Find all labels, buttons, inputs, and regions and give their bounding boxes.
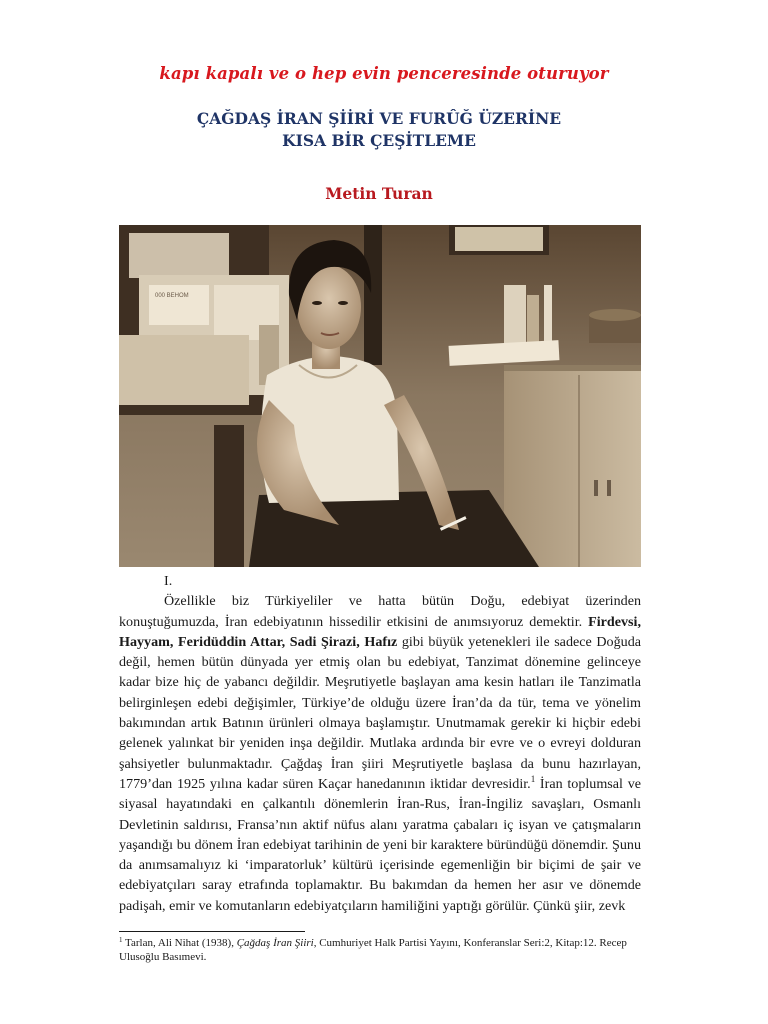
poster-text: 000 BEHOM	[155, 293, 189, 299]
footnote-number: 1	[119, 936, 123, 944]
portrait-photo-illustration	[119, 225, 641, 567]
title-line-1: ÇAĞDAŞ İRAN ŞİİRİ VE FURÛĞ ÜZERİNE	[196, 109, 562, 128]
section-number: I.	[164, 573, 173, 589]
paragraph-text-1: Özellikle biz Türkiyeliler ve hatta bütün Doğu, edebiyat üzerinden konuştuğumuzda, İran edebiyatının hissedilir etkisini de anımsıyoruz demektir.	[119, 593, 641, 630]
footnote-details: , Cumhuriyet Halk Partisi Yayını, Konferanslar Seri:2, Kitap:12. Recep Ulusoğlu Basımevi.	[119, 937, 627, 963]
footnote-separator	[119, 931, 305, 932]
author-name: Metin Turan	[325, 184, 433, 203]
title-line-2: KISA BİR ÇEŞİTLEME	[282, 131, 476, 150]
article-title	[0, 108, 758, 152]
footnote-ref[interactable]: 1	[530, 773, 536, 784]
footnote-book-title: Çağdaş İran Şiiri	[236, 937, 314, 949]
paragraph	[119, 591, 641, 916]
article-body	[119, 571, 641, 916]
footnote	[119, 936, 641, 964]
epigraph: kapı kapalı ve o hep evin penceresinde oturuyor	[159, 64, 609, 83]
paragraph-text-2: gibi büyük yetenekleri ile sadece Doğuda değil, hemen bütün dünyada yer etmiş olan bu edebiyat, Tanzimat dönemine gelinceye kadar bize hiç de yabancı değildir. Meşrutiyetle başlayan ama kesin hatları ile Tanzimatla belirginleşen edebi değişimler, Türkiye’de olduğu üzere İran’da da tür, tema ve yönelim bakımından artık Batının ürünleri olmaya başlamıştır. Unutmamak gerekir ki hiçbir edebi gelenek yalınkat bir yeniden inşa değildir. Mutlaka ardında bir evre ve o evreyi dolduran şahsiyetler bulunmaktadır. Çağdaş İran şiiri Meşrutiyetle başlasa da bunu hazırlayan, 1779’dan 1925 yılına kadar süren Kaçar hanedanının iktidar devresidir.	[119, 633, 641, 792]
portrait-photo	[119, 225, 641, 567]
footnote-author: Tarlan, Ali Nihat (1938),	[122, 937, 237, 949]
paragraph-text-3: İran toplumsal ve siyasal hayatındaki en çalkantılı dönemlerin İran-Rus, İran-İngiliz savaşları, Osmanlı Devletinin saldırısı, Fransa’nın aktif nüfus alanı yaratma çabaları iç isyan ve çatışmaların yaşandığı bu dönem İran edebiyat tarihinin de yeni bir karaktere büründüğü dönemdir. Şunu da anımsamalıyız ki ‘imparatorluk’ kültürü içerisinde egemenliğin bir biçimi de şair ve edebiyatçıları saray etrafında toplamaktır. Bu bakımdan da hemen her asır ve dönemde padişah, emir ve komutanların edebiyatçıların hamiliğini yaptığı görülür. Çünkü şiir, zevk	[119, 775, 641, 914]
poet-names: Firdevsi, Hayyam, Feridüddin Attar, Sadi Şirazi, Hafız	[119, 613, 641, 650]
